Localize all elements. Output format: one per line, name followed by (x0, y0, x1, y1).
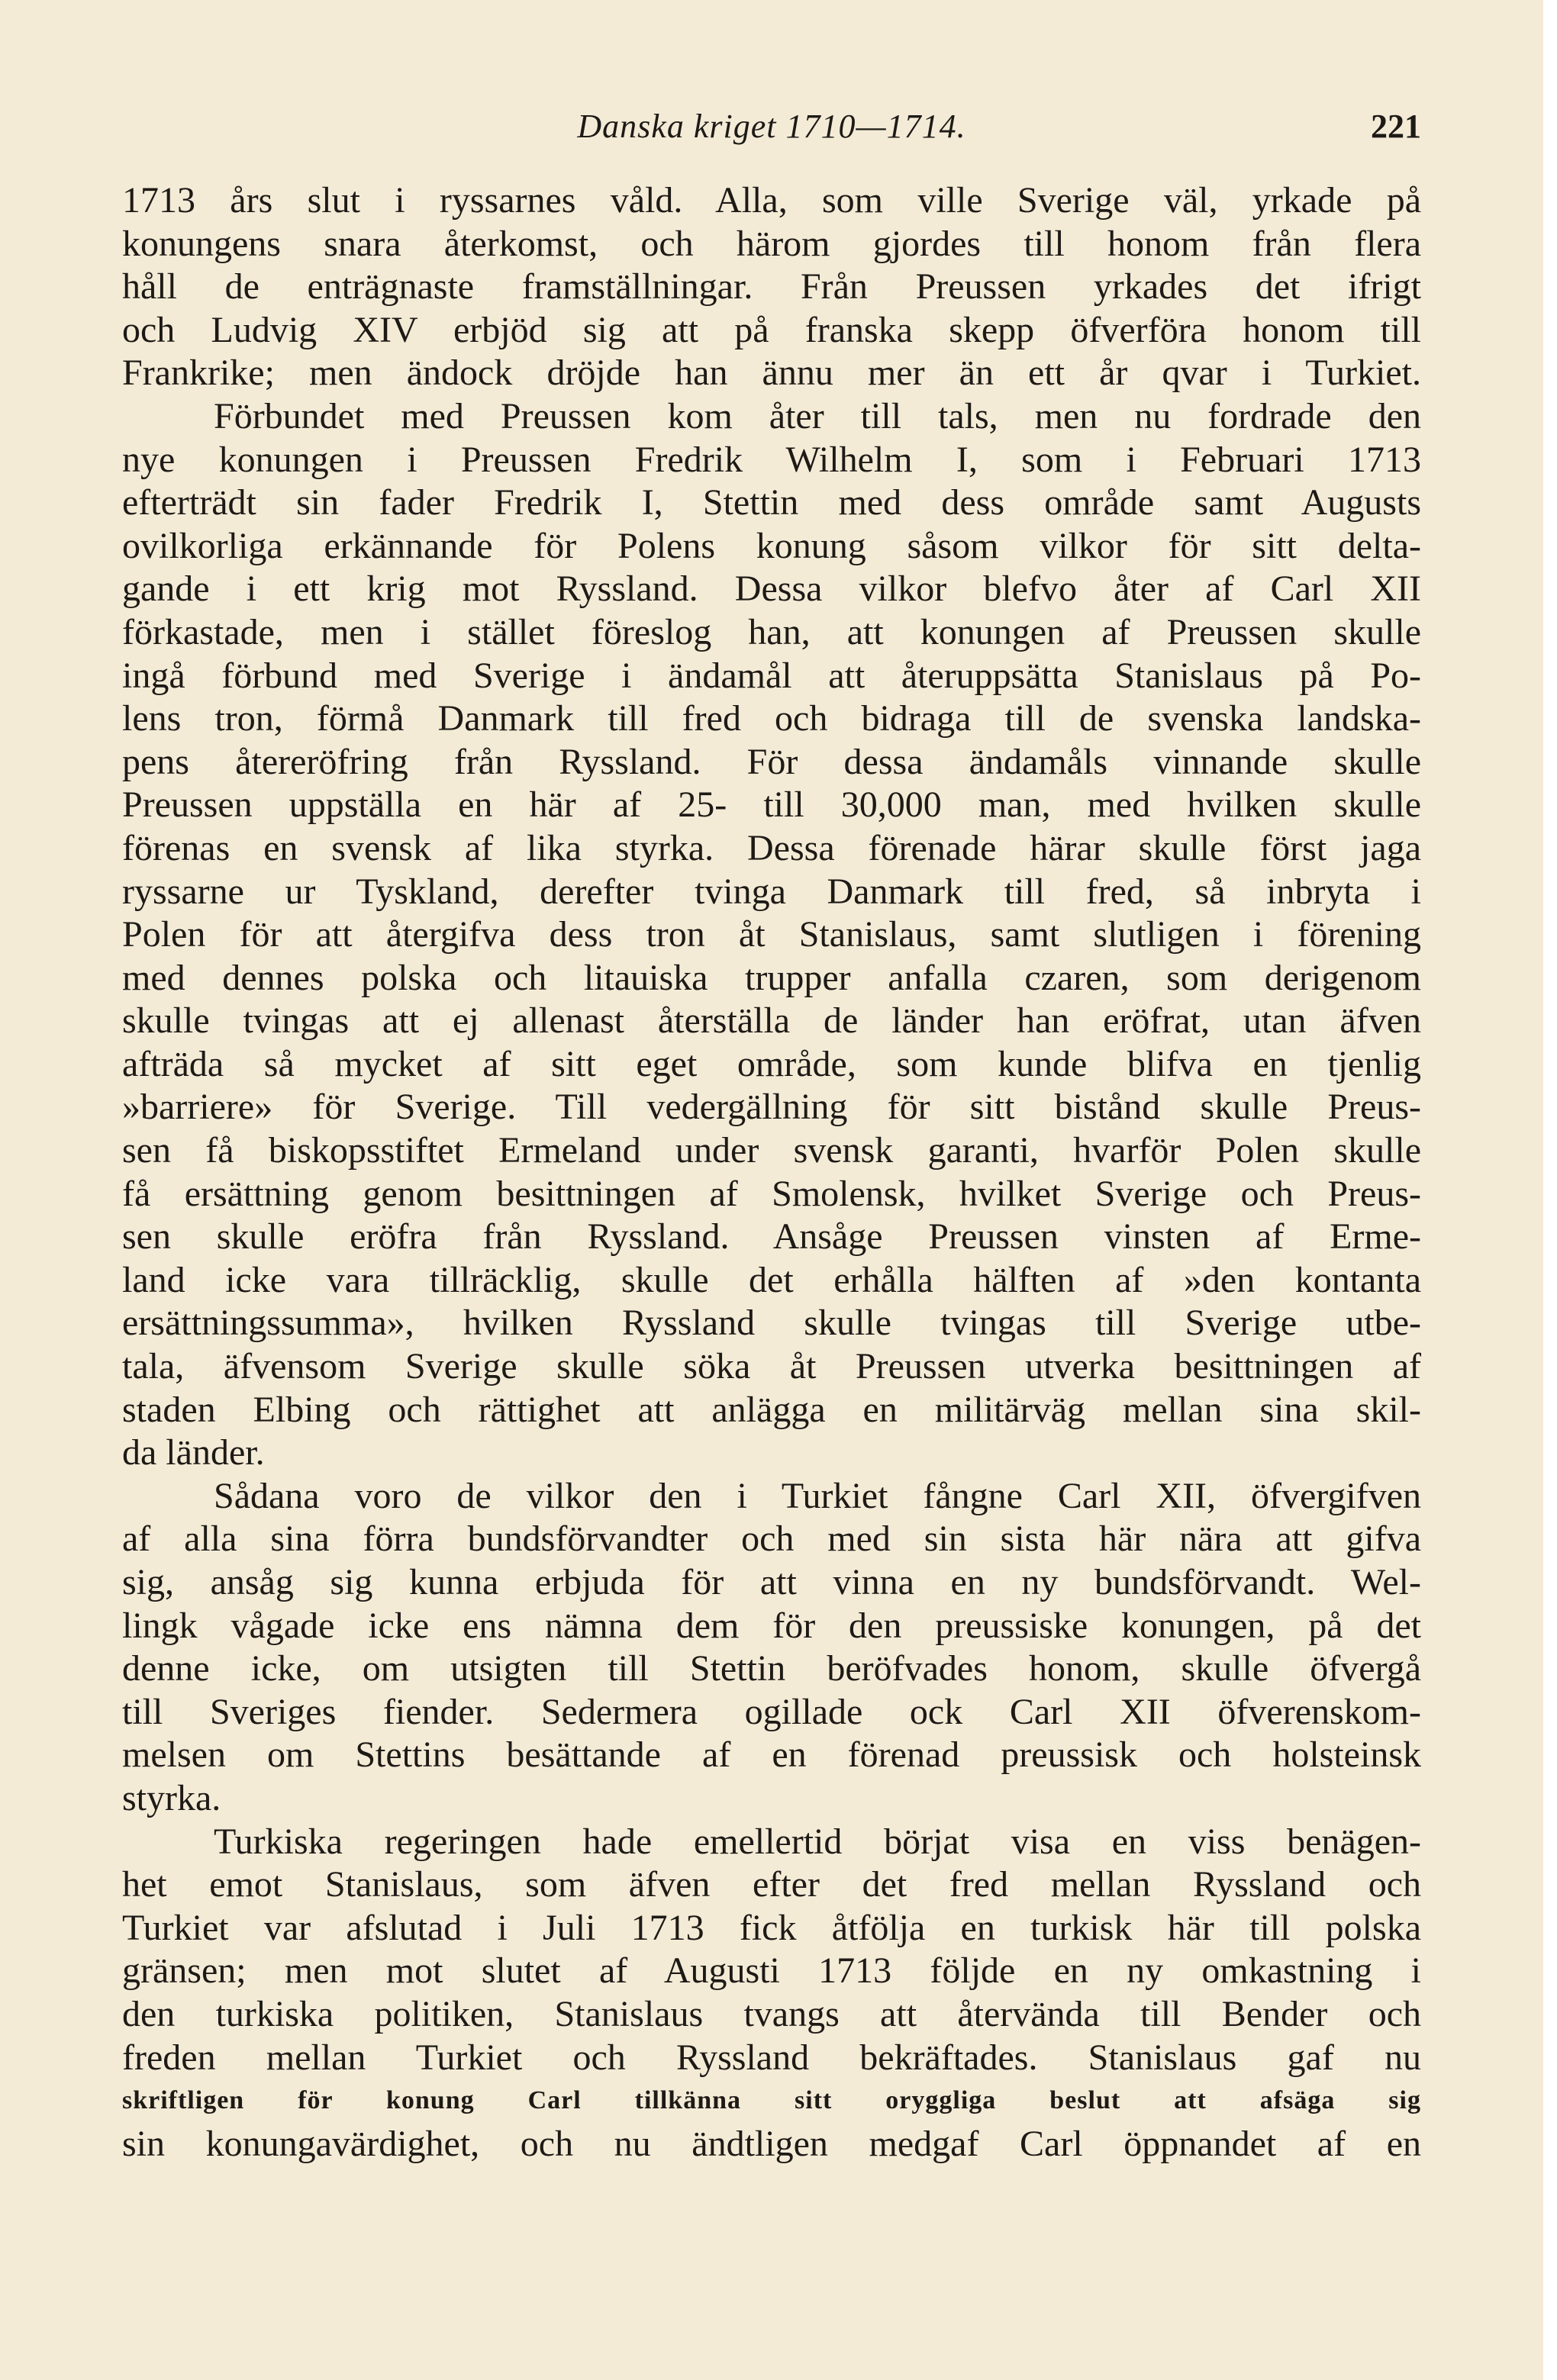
text-line: styrka. (122, 1777, 221, 1818)
text-line: afträda så mycket af sitt eget område, som kunde blifva en tjenlig (122, 1043, 1421, 1084)
text-line: gränsen; men mot slutet af Augusti 1713 följde en ny omkastning i (122, 1950, 1421, 1992)
text-line: med dennes polska och litauiska trupper anfalla czaren, som derigenom (122, 957, 1421, 998)
text-line: nye konungen i Preussen Fredrik Wilhelm I, som i Februari 1713 (122, 439, 1421, 480)
text-line: ersättningssumma», hvilken Ryssland skulle tvingas till Sverige utbe- (122, 1303, 1421, 1344)
text-line: till Sveriges fiender. Sedermera ogillade ock Carl XII öfverenskom- (122, 1691, 1421, 1732)
text-line: »barriere» för Sverige. Till vedergällning för sitt bistånd skulle Preus- (122, 1087, 1421, 1128)
text-line: land icke vara tillräcklig, skulle det erhålla hälften af »den kontanta (122, 1259, 1421, 1300)
text-line: lingk vågade icke ens nämna dem för den preussiske konungen, på det (122, 1605, 1421, 1646)
text-line: förkastade, men i stället föreslog han, att konungen af Preussen skulle (122, 611, 1421, 652)
page-number: 221 (1371, 108, 1421, 145)
text-line: Sådana voro de vilkor den i Turkiet fångne Carl XII, öfvergifven (214, 1475, 1421, 1516)
text-line: ovilkorliga erkännande för Polens konung såsom vilkor för sitt delta- (122, 525, 1421, 566)
text-line: efterträdt sin fader Fredrik I, Stettin med dess område samt Augusts (122, 482, 1421, 523)
text-line: tala, äfvensom Sverige skulle söka åt Preussen utverka besittningen af (122, 1346, 1421, 1387)
page-edge (1543, 0, 1557, 2380)
text-line: gande i ett krig mot Ryssland. Dessa vilkor blefvo åter af Carl XII (122, 568, 1421, 610)
text-line: 1713 års slut i ryssarnes våld. Alla, som ville Sverige väl, yrkade på (122, 180, 1421, 221)
text-line: skriftligen för konung Carl tillkänna sitt oryggliga beslut att afsäga sig (122, 2086, 1421, 2115)
text-line: Turkiet var afslutad i Juli 1713 fick åtfölja en turkisk här till polska (122, 1907, 1421, 1948)
text-line: Frankrike; men ändock dröjde han ännu mer än ett år qvar i Turkiet. (122, 353, 1421, 394)
text-line: Preussen uppställa en här af 25- till 30,000 man, med hvilken skulle (122, 784, 1421, 826)
text-line: pens återeröfring från Ryssland. För dessa ändamåls vinnande skulle (122, 741, 1421, 782)
text-line: sin konungavärdighet, och nu ändtligen medgaf Carl öppnandet af en (122, 2123, 1421, 2164)
text-line: lens tron, förmå Danmark till fred och bidraga till de svenska landska- (122, 698, 1421, 739)
text-line: håll de enträgnaste framställningar. Från Preussen yrkades det ifrigt (122, 266, 1421, 308)
text-line: skulle tvingas att ej allenast återställa de länder han eröfrat, utan äfven (122, 1000, 1421, 1042)
text-line: da länder. (122, 1432, 265, 1473)
text-line: den turkiska politiken, Stanislaus tvangs att återvända till Bender och (122, 1993, 1421, 2034)
page-header (122, 107, 1421, 153)
text-line: få ersättning genom besittningen af Smolensk, hvilket Sverige och Preus- (122, 1173, 1421, 1214)
text-line: denne icke, om utsigten till Stettin beröfvades honom, skulle öfvergå (122, 1648, 1421, 1689)
text-line: ingå förbund med Sverige i ändamål att återuppsätta Stanislaus på Po- (122, 655, 1421, 696)
text-line: staden Elbing och rättighet att anlägga en militärväg mellan sina skil- (122, 1389, 1421, 1430)
text-line: sen få biskopsstiftet Ermeland under svensk garanti, hvarför Polen skulle (122, 1130, 1421, 1171)
text-line: Turkiska regeringen hade emellertid börjat visa en viss benägen- (214, 1821, 1421, 1862)
text-line: sen skulle eröfra från Ryssland. Ansåge Preussen vinsten af Erme- (122, 1216, 1421, 1258)
running-title: Danska kriget 1710—1714. (577, 108, 966, 145)
text-line: ryssarne ur Tyskland, derefter tvinga Danmark till fred, så inbryta i (122, 871, 1421, 912)
text-line: freden mellan Turkiet och Ryssland bekräftades. Stanislaus gaf nu (122, 2037, 1421, 2078)
text-line: sig, ansåg sig kunna erbjuda för att vinna en ny bundsförvandt. Wel- (122, 1562, 1421, 1602)
text-line: och Ludvig XIV erbjöd sig att på franska skepp öfverföra honom till (122, 309, 1421, 350)
text-line: melsen om Stettins besättande af en förenad preussisk och holsteinsk (122, 1734, 1421, 1776)
text-line: Polen för att återgifva dess tron åt Stanislaus, samt slutligen i förening (122, 914, 1421, 955)
text-line: konungens snara återkomst, och härom gjordes till honom från flera (122, 223, 1421, 264)
text-line: het emot Stanislaus, som äfven efter det fred mellan Ryssland och (122, 1864, 1421, 1905)
text-line: af alla sina förra bundsförvandter och med sin sista här nära att gifva (122, 1518, 1421, 1560)
body-text (122, 179, 1421, 2166)
text-line: Förbundet med Preussen kom åter till tals, men nu fordrade den (214, 395, 1421, 436)
text-line: förenas en svensk af lika styrka. Dessa förenade härar skulle först jaga (122, 827, 1421, 868)
